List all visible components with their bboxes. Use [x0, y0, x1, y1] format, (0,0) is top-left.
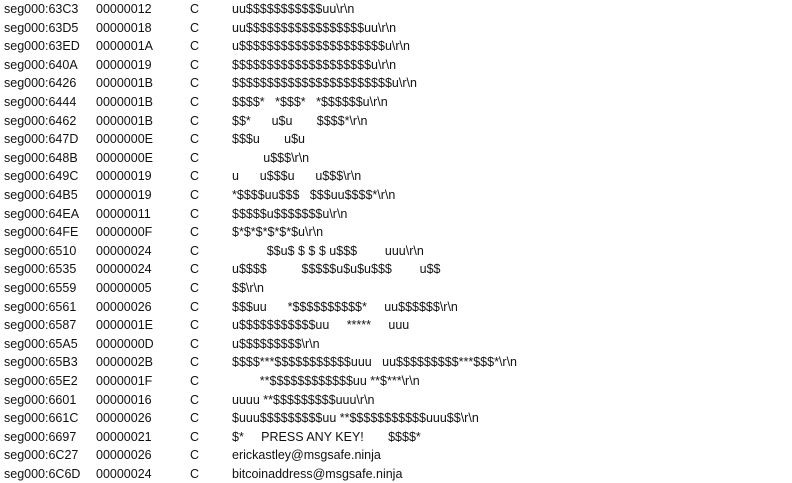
type-cell: C	[190, 243, 200, 258]
string-row[interactable]	[0, 335, 792, 353]
string-row[interactable]	[0, 242, 792, 260]
length-cell: 0000001E	[96, 318, 154, 333]
length-cell: 00000026	[96, 299, 152, 314]
string-cell: $uuu$$$$$$$$$uu **$$$$$$$$$$$uuu$$\r\n	[232, 411, 479, 426]
address-cell: seg000:64B5	[4, 188, 78, 202]
type-cell: C	[190, 76, 200, 91]
string-row[interactable]	[0, 260, 792, 278]
type-cell: C	[190, 336, 200, 351]
string-cell: **$$$$$$$$$$$$uu **$***\r\n	[232, 374, 420, 388]
type-cell: C	[190, 132, 200, 147]
length-cell: 00000012	[96, 2, 152, 16]
string-cell: uuuu **$$$$$$$$$uuu\r\n	[232, 392, 375, 407]
string-row[interactable]	[0, 74, 792, 92]
type-cell: C	[190, 374, 200, 388]
string-cell: uu$$$$$$$$$$$uu\r\n	[232, 2, 355, 16]
string-cell: $$$u u$u	[232, 132, 305, 147]
string-cell: $$u$ $ $ $ u$$$ uuu\r\n	[232, 243, 424, 258]
length-cell: 0000000F	[96, 225, 153, 240]
string-cell: $$$$$$$$$$$$$$$$$$$$u\r\n	[232, 57, 397, 72]
length-cell: 00000018	[96, 20, 152, 35]
string-row[interactable]	[0, 316, 792, 334]
type-cell: C	[190, 95, 200, 109]
string-cell: bitcoinaddress@msgsafe.ninja	[232, 467, 403, 481]
address-cell: seg000:6462	[4, 113, 77, 128]
type-cell: C	[190, 429, 200, 444]
string-row[interactable]	[0, 298, 792, 316]
length-cell: 00000019	[96, 57, 152, 72]
string-row[interactable]	[0, 0, 792, 18]
length-cell: 00000019	[96, 188, 152, 202]
string-cell: $* PRESS ANY KEY! $$$$*	[232, 429, 421, 444]
string-row[interactable]	[0, 446, 792, 464]
address-cell: seg000:647D	[4, 132, 79, 147]
address-cell: seg000:648B	[4, 150, 78, 165]
string-cell: u$$$$$$$$$$$uu ***** uuu	[232, 318, 410, 333]
string-cell: erickastley@msgsafe.ninja	[232, 448, 381, 463]
type-cell: C	[190, 206, 200, 221]
string-row[interactable]	[0, 37, 792, 55]
string-row[interactable]	[0, 428, 792, 446]
length-cell: 0000001B	[96, 95, 154, 109]
string-cell: $$$$$$$$$$$$$$$$$$$$$$$u\r\n	[232, 76, 417, 91]
length-cell: 00000011	[96, 206, 151, 221]
address-cell: seg000:65B3	[4, 355, 78, 370]
type-cell: C	[190, 318, 200, 333]
length-cell: 0000001B	[96, 113, 154, 128]
string-cell: u u$$$u u$$$\r\n	[232, 169, 362, 184]
string-row[interactable]	[0, 372, 792, 390]
type-cell: C	[190, 467, 200, 481]
length-cell: 0000002B	[96, 355, 154, 370]
length-cell: 00000024	[96, 262, 152, 277]
address-cell: seg000:6697	[4, 429, 77, 444]
address-cell: seg000:661C	[4, 411, 79, 426]
string-cell: $$$uu *$$$$$$$$$$* uu$$$$$$\r\n	[232, 299, 458, 314]
address-cell: seg000:6426	[4, 76, 77, 91]
string-row[interactable]	[0, 56, 792, 74]
type-cell: C	[190, 188, 200, 202]
length-cell: 00000021	[96, 429, 152, 444]
address-cell: seg000:6587	[4, 318, 77, 333]
length-cell: 00000026	[96, 411, 152, 426]
string-cell: $$$$***$$$$$$$$$$$uuu uu$$$$$$$$$***$$$*\r\n	[232, 355, 517, 370]
length-cell: 0000001B	[96, 76, 154, 91]
string-cell: *$$$$uu$$$ $$$uu$$$$*\r\n	[232, 188, 396, 202]
string-cell: $$* u$u $$$$*\r\n	[232, 113, 368, 128]
type-cell: C	[190, 150, 200, 165]
type-cell: C	[190, 20, 200, 35]
length-cell: 00000024	[96, 243, 152, 258]
length-cell: 00000005	[96, 281, 152, 295]
string-cell: uu$$$$$$$$$$$$$$$$$uu\r\n	[232, 20, 397, 35]
address-cell: seg000:6C6D	[4, 467, 81, 481]
length-cell: 00000016	[96, 392, 152, 407]
string-row[interactable]	[0, 353, 792, 371]
address-cell: seg000:6559	[4, 281, 77, 295]
type-cell: C	[190, 355, 200, 370]
length-cell: 0000000E	[96, 132, 154, 147]
string-row[interactable]	[0, 149, 792, 167]
length-cell: 0000000E	[96, 150, 154, 165]
string-row[interactable]	[0, 409, 792, 427]
address-cell: seg000:63ED	[4, 39, 80, 54]
type-cell: C	[190, 169, 200, 184]
type-cell: C	[190, 392, 200, 407]
type-cell: C	[190, 39, 200, 54]
string-row[interactable]	[0, 167, 792, 185]
address-cell: seg000:63C3	[4, 2, 79, 16]
type-cell: C	[190, 448, 200, 463]
type-cell: C	[190, 225, 200, 240]
address-cell: seg000:65E2	[4, 374, 78, 388]
length-cell: 00000026	[96, 448, 152, 463]
string-row[interactable]	[0, 391, 792, 409]
address-cell: seg000:6561	[4, 299, 77, 314]
string-row[interactable]	[0, 465, 792, 483]
address-cell: seg000:63D5	[4, 20, 79, 35]
string-row[interactable]	[0, 130, 792, 148]
address-cell: seg000:6510	[4, 243, 77, 258]
string-row[interactable]	[0, 279, 792, 297]
address-cell: seg000:640A	[4, 57, 78, 72]
address-cell: seg000:64FE	[4, 225, 79, 240]
string-row[interactable]	[0, 186, 792, 204]
type-cell: C	[190, 411, 200, 426]
string-row[interactable]	[0, 19, 792, 37]
length-cell: 0000001A	[96, 39, 154, 54]
string-row[interactable]	[0, 112, 792, 130]
length-cell: 00000024	[96, 467, 152, 481]
type-cell: C	[190, 113, 200, 128]
string-cell: u$$$$$$$$$\r\n	[232, 336, 320, 351]
address-cell: seg000:6C27	[4, 448, 79, 463]
length-cell: 00000019	[96, 169, 152, 184]
string-cell: u$$$$ $$$$$u$u$u$$$ u$$	[232, 262, 441, 277]
string-row[interactable]	[0, 205, 792, 223]
string-cell: u$$$\r\n	[232, 150, 310, 165]
string-cell: $$\r\n	[232, 281, 264, 295]
address-cell: seg000:649C	[4, 169, 79, 184]
string-cell: $*$*$*$*$*$u\r\n	[232, 225, 324, 240]
address-cell: seg000:6535	[4, 262, 77, 277]
string-row[interactable]	[0, 93, 792, 111]
string-cell: $$$$* *$$$* *$$$$$$u\r\n	[232, 95, 388, 109]
address-cell: seg000:64EA	[4, 206, 80, 221]
type-cell: C	[190, 2, 200, 16]
length-cell: 0000000D	[96, 336, 154, 351]
address-cell: seg000:6601	[4, 392, 77, 407]
length-cell: 0000001F	[96, 374, 153, 388]
type-cell: C	[190, 57, 200, 72]
string-cell: u$$$$$$$$$$$$$$$$$$$$$u\r\n	[232, 39, 410, 54]
string-row[interactable]	[0, 223, 792, 241]
type-cell: C	[190, 281, 200, 295]
address-cell: seg000:65A5	[4, 336, 78, 351]
type-cell: C	[190, 299, 200, 314]
string-cell: $$$$$u$$$$$$$u\r\n	[232, 206, 348, 221]
type-cell: C	[190, 262, 200, 277]
address-cell: seg000:6444	[4, 95, 77, 109]
